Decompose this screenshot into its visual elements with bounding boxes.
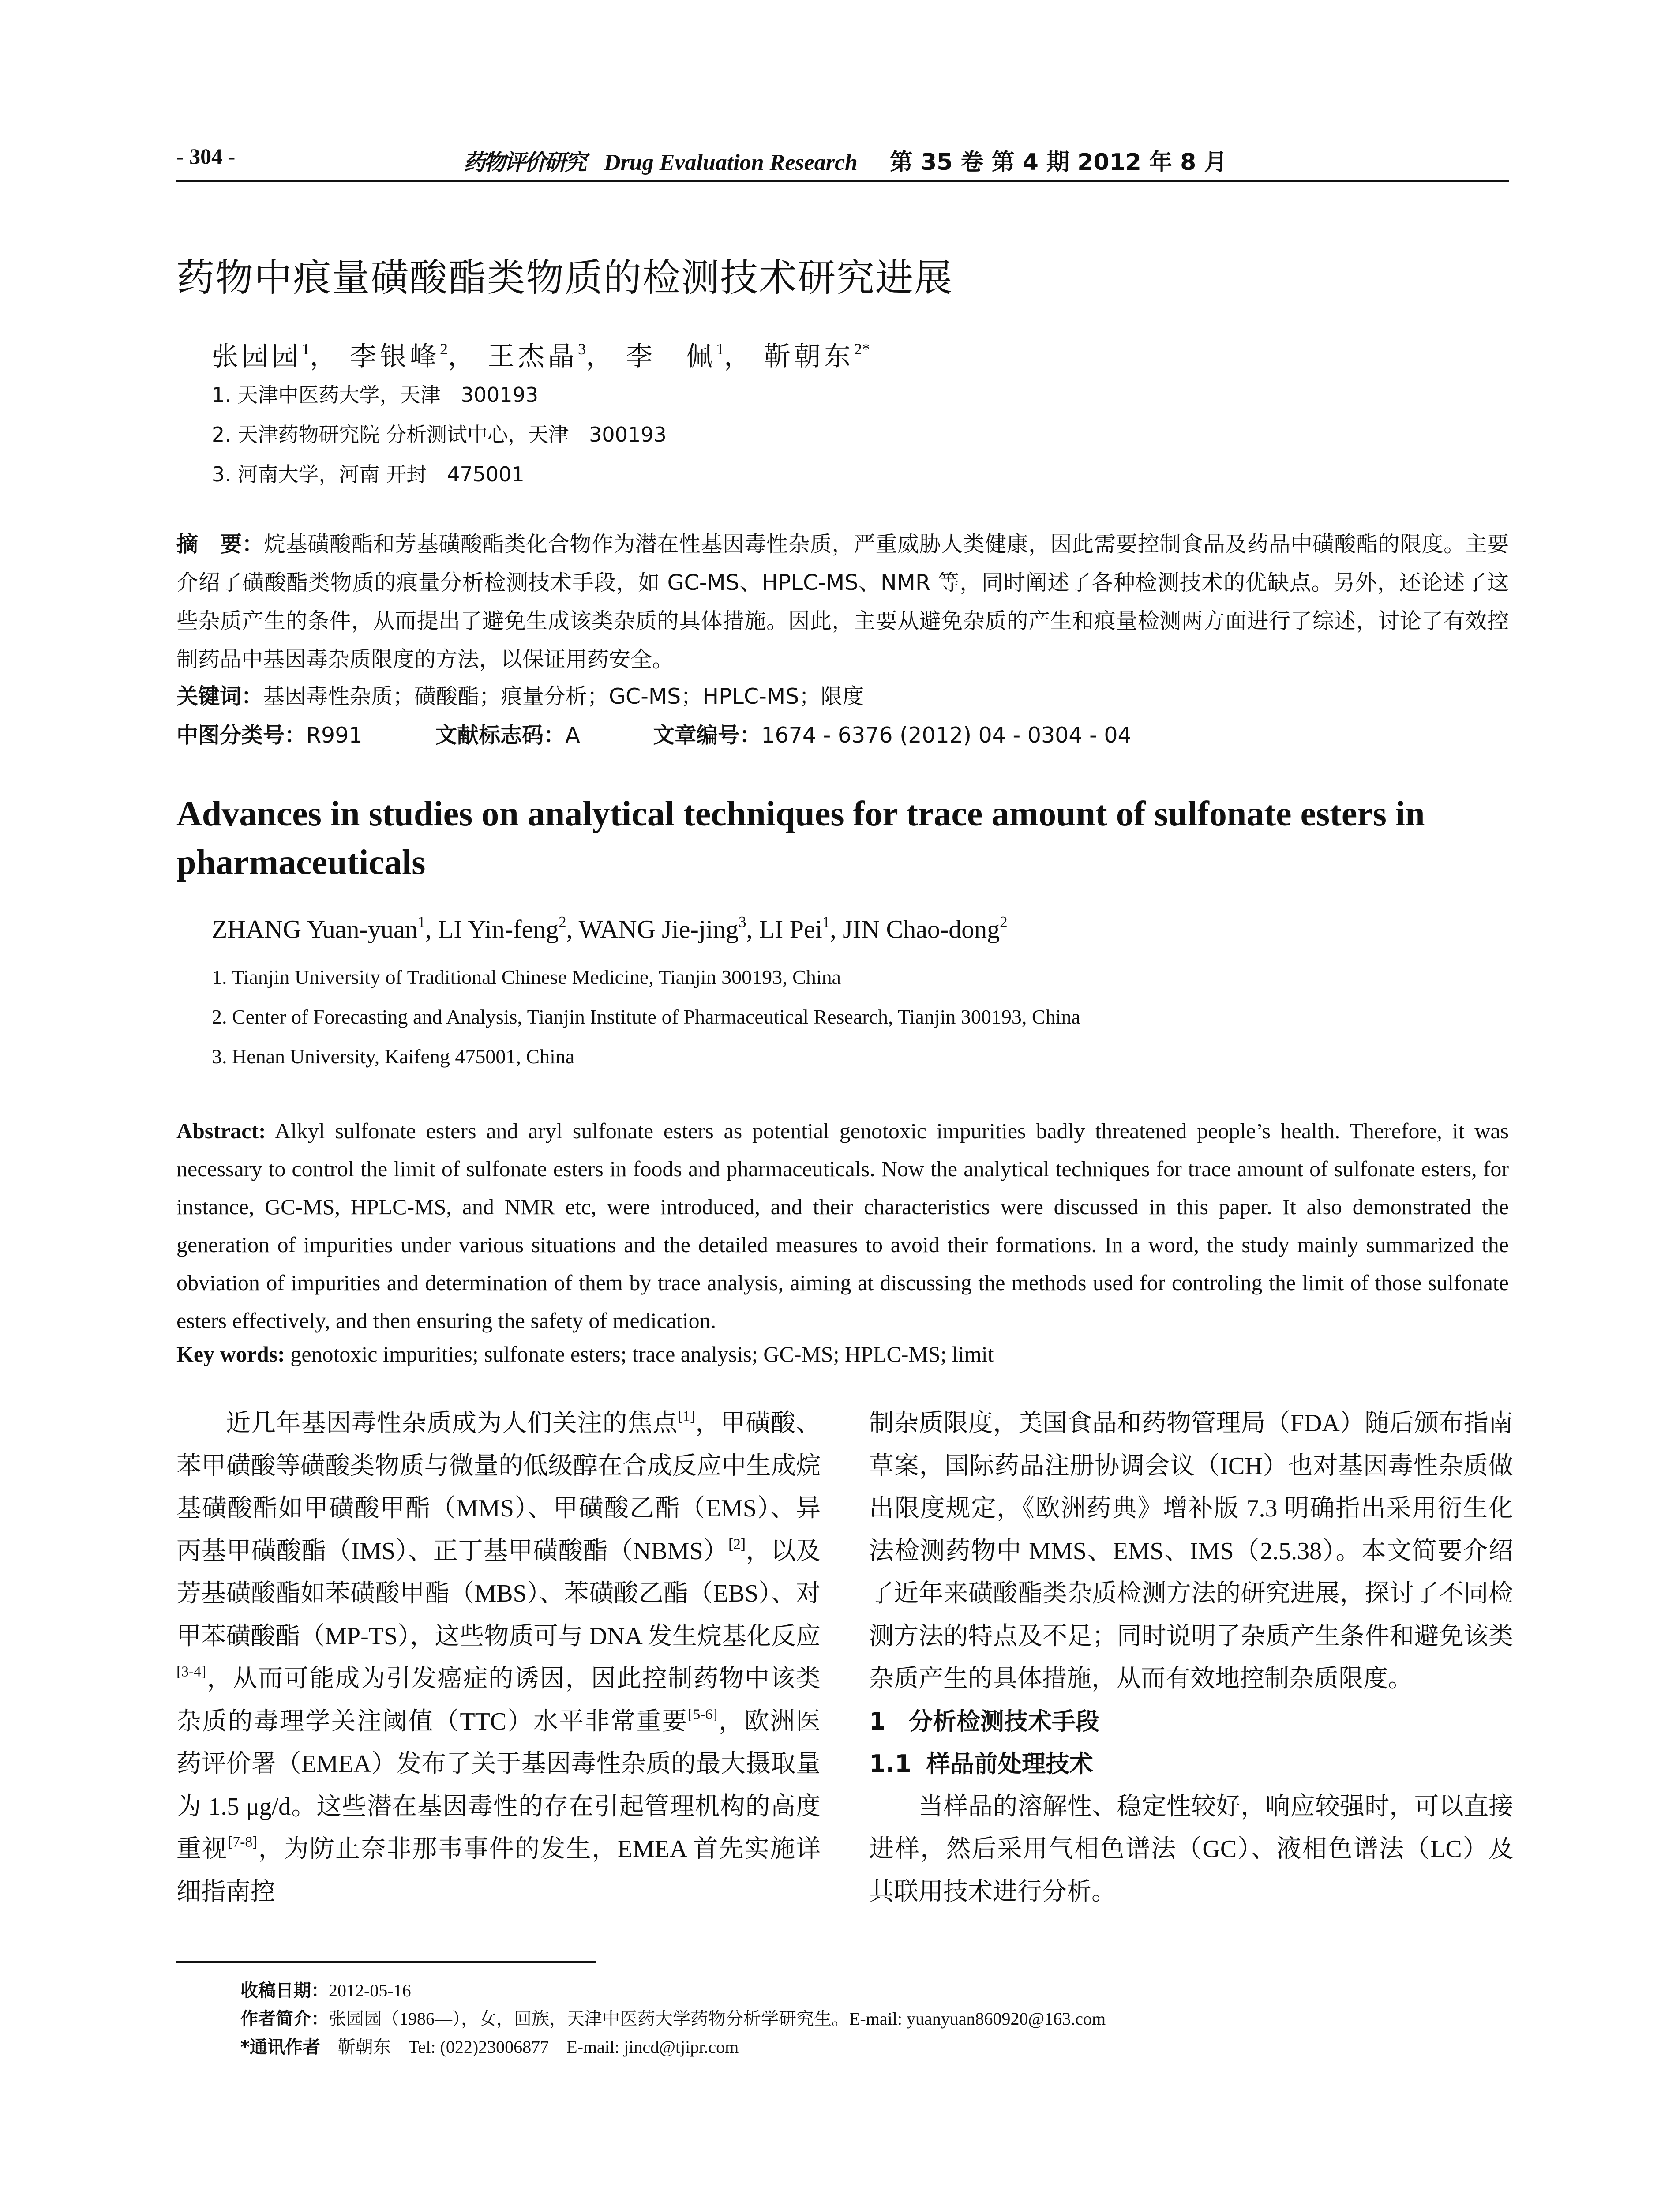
- journal-name: Drug Evaluation Research: [604, 150, 858, 175]
- author-affiliation-mark: 1: [716, 340, 724, 358]
- citation[interactable]: [2]: [728, 1535, 746, 1552]
- journal-issue: 第 35 卷 第 4 期 2012 年 8 月: [889, 149, 1227, 176]
- author-name: WANG Jie-jing: [578, 915, 739, 944]
- journal-header: [463, 143, 1227, 176]
- section-heading: 1 分析检测技术手段: [869, 1707, 1099, 1735]
- author-name: 靳朝东: [764, 342, 854, 371]
- subsection-heading: 1.1 样品前处理技术: [869, 1750, 1093, 1778]
- corresponding-author: *通讯作者 靳朝东 Tel: (022)23006877 E-mail: jincd@tjipr.com: [240, 2037, 739, 2057]
- author-affiliation-mark: 1: [417, 913, 425, 930]
- author-affiliation-mark: 2: [559, 913, 566, 930]
- abstract-text: 烷基磺酸酯和芳基磺酸酯类化合物作为潜在性基因毒性杂质，严重威胁人类健康，因此需要控制食品及药品中磺酸酯的限度。主要介绍了磺酸酯类物质的痕量分析检测技术手段，如 GC-MS、HPLC-MS、NMR 等，同时阐述了各种检测技术的优缺点。另外，还论述了这些杂质产生的条件，从而提出了避免生成该类杂质的具体措施。因此，主要从避免杂质的产生和痕量检测两方面进行了综述，讨论了有效控制药品中基因毒杂质限度的方法，以保证用药安全。: [176, 532, 1509, 672]
- citation[interactable]: [1]: [678, 1408, 695, 1425]
- chinese-title: 药物中痕量磺酸酯类物质的检测技术研究进展: [176, 256, 953, 300]
- author-name: ZHANG Yuan-yuan: [212, 915, 418, 944]
- clc-value: R991: [306, 723, 363, 748]
- author-affiliation-mark: 3: [739, 913, 746, 930]
- author-bio: 作者简介：张园园（1986—），女，回族，天津中医药大学药物分析学研究生。E-mail: yuanyuan860920@163.com: [240, 2009, 1106, 2029]
- abstract-text: Alkyl sulfonate esters and aryl sulfonate esters as potential genotoxic impurities badly threatened people’s health. Therefore, it was necessary to control the limit of sulfonate esters in foods and pharmaceuticals. Now the analytical techniques for trace amount of sulfonate esters, for instance, GC-MS, HPLC-MS, and NMR etc, were introduced, and their characteristics were discussed in this paper. It also demonstrated the generation of impurities under various situations and the detailed measures to avoid their formations. In a word, the study mainly summarized the obviation of impurities and determination of them by trace analysis, aiming at discussing the methods used for controling the limit of those sulfonate esters effectively, and then ensuring the safety of medication.: [176, 1118, 1509, 1333]
- author-name: 王杰晶: [488, 342, 578, 371]
- received-date: 收稿日期：2012-05-16: [240, 1981, 411, 2001]
- affiliation: 3. Henan University, Kaifeng 475001, China: [212, 1045, 575, 1068]
- article-no-value: 1674 - 6376 (2012) 04 - 0304 - 04: [761, 723, 1132, 748]
- clc-label: 中图分类号：: [176, 723, 307, 748]
- affiliation: 3. 河南大学，河南 开封 475001: [212, 462, 525, 486]
- keywords-label: 关键词：: [176, 684, 263, 709]
- author-name: 张园园: [212, 342, 302, 371]
- author-name: 李 佩: [626, 342, 716, 371]
- affiliation: 2. 天津药物研究院 分析测试中心，天津 300193: [212, 423, 667, 446]
- citation[interactable]: [5-6]: [688, 1706, 718, 1722]
- keywords-text: genotoxic impurities; sulfonate esters; trace analysis; GC-MS; HPLC-MS; limit: [290, 1342, 994, 1366]
- keywords-text: 基因毒性杂质；磺酸酯；痕量分析；GC-MS；HPLC-MS；限度: [263, 684, 864, 709]
- article-no-label: 文章编号：: [653, 723, 761, 748]
- keywords-label: Key words:: [176, 1342, 285, 1366]
- chinese-affiliations: [212, 375, 667, 494]
- chinese-abstract: [176, 525, 1509, 679]
- abstract-label: 摘 要：: [176, 532, 264, 557]
- body-column-right: [869, 1402, 1513, 1913]
- body-paragraph: 当样品的溶解性、稳定性较好，响应较强时，可以直接进样，然后采用气相色谱法（GC）、液相色谱法（LC）及其联用技术进行分析。: [869, 1793, 1513, 1906]
- english-abstract: [176, 1112, 1509, 1339]
- body-paragraph: 近几年基因毒性杂质成为人们关注的焦点[1]，甲磺酸、苯甲磺酸等磺酸类物质与微量的低级醇在合成反应中生成烷基磺酸酯如甲磺酸甲酯（MMS）、甲磺酸乙酯（EMS）、异丙基甲磺酸酯（IMS）、正丁基甲磺酸酯（NBMS）[2]，以及芳基磺酸酯如苯磺酸甲酯（MBS）、苯磺酸乙酯（EBS）、对甲苯磺酸酯（MP-TS），这些物质可与 DNA 发生烷基化反应[3-4]，从而可能成为引发癌症的诱因，因此控制药物中该类杂质的毒理学关注阈值（TTC）水平非常重要[5-6]，欧洲医药评价署（EMEA）发布了关于基因毒性杂质的最大摄取量为 1.5 μg/d。这些潜在基因毒性的存在引起管理机构的高度重视[7-8]，为防止奈非那韦事件的发生，EMEA 首先实施详细指南控: [176, 1408, 821, 1906]
- english-title: Advances in studies on analytical techniques for trace amount of sulfonate esters in pharmaceuticals: [176, 795, 1425, 882]
- page-number: - 304 -: [176, 144, 236, 169]
- running-header: [176, 139, 1509, 182]
- body-column-left: [176, 1402, 821, 1913]
- author-affiliation-mark: 1: [822, 913, 830, 930]
- english-affiliations: [212, 957, 1080, 1077]
- abstract-label: Abstract:: [176, 1118, 266, 1143]
- body-paragraph: 制杂质限度，美国食品和药物管理局（FDA）随后颁布指南草案，国际药品注册协调会议（ICH）也对基因毒性杂质做出限度规定，《欧洲药典》增补版 7.3 明确指出采用衍生化法检测药物中 MMS、EMS、IMS（2.5.38）。本文简要介绍了近年来磺酸酯类杂质检测方法的研究进展，探讨了不同检测方法的特点及不足；同时说明了杂质产生条件和避免该类杂质产生的具体措施，从而有效地控制杂质限度。: [869, 1410, 1513, 1692]
- affiliation: 1. Tianjin University of Traditional Chinese Medicine, Tianjin 300193, China: [212, 966, 841, 988]
- author-affiliation-mark: 2*: [854, 340, 870, 358]
- author-affiliation-mark: 1: [302, 340, 310, 358]
- english-authors: ZHANG Yuan-yuan$^1$, LI Yin-feng$^2$, WANG Jie-jing$^3$, LI Pei$^1$, JIN Chao-dong$^2$: [212, 913, 1008, 944]
- chinese-authors: 张园园$^1$， 李银峰$^2$， 王杰晶$^3$， 李 佩$^1$， 靳朝东$^{2*}$: [212, 340, 870, 371]
- author-affiliation-mark: 2: [440, 340, 448, 358]
- author-affiliation-mark: 2: [1000, 913, 1008, 930]
- author-name: LI Yin-feng: [438, 915, 559, 944]
- doc-code-label: 文献标志码：: [435, 723, 566, 748]
- author-affiliation-mark: 3: [578, 340, 586, 358]
- footnote-divider: [176, 1961, 596, 1963]
- classification-line: [176, 718, 1132, 749]
- citation[interactable]: [7-8]: [228, 1834, 258, 1850]
- author-name: JIN Chao-dong: [843, 915, 1000, 944]
- affiliation: 1. 天津中医药大学，天津 300193: [212, 383, 539, 407]
- author-name: LI Pei: [759, 915, 822, 944]
- chinese-keywords: [176, 679, 864, 710]
- footnotes: [240, 1977, 1106, 2061]
- citation[interactable]: [3-4]: [176, 1663, 206, 1680]
- journal-logo: 药物评价研究: [463, 149, 585, 175]
- english-keywords: [176, 1341, 994, 1367]
- affiliation: 2. Center of Forecasting and Analysis, Tianjin Institute of Pharmaceutical Research, Tianjin 300193, China: [212, 1005, 1080, 1028]
- doc-code-value: A: [565, 723, 580, 748]
- author-name: 李银峰: [350, 342, 440, 371]
